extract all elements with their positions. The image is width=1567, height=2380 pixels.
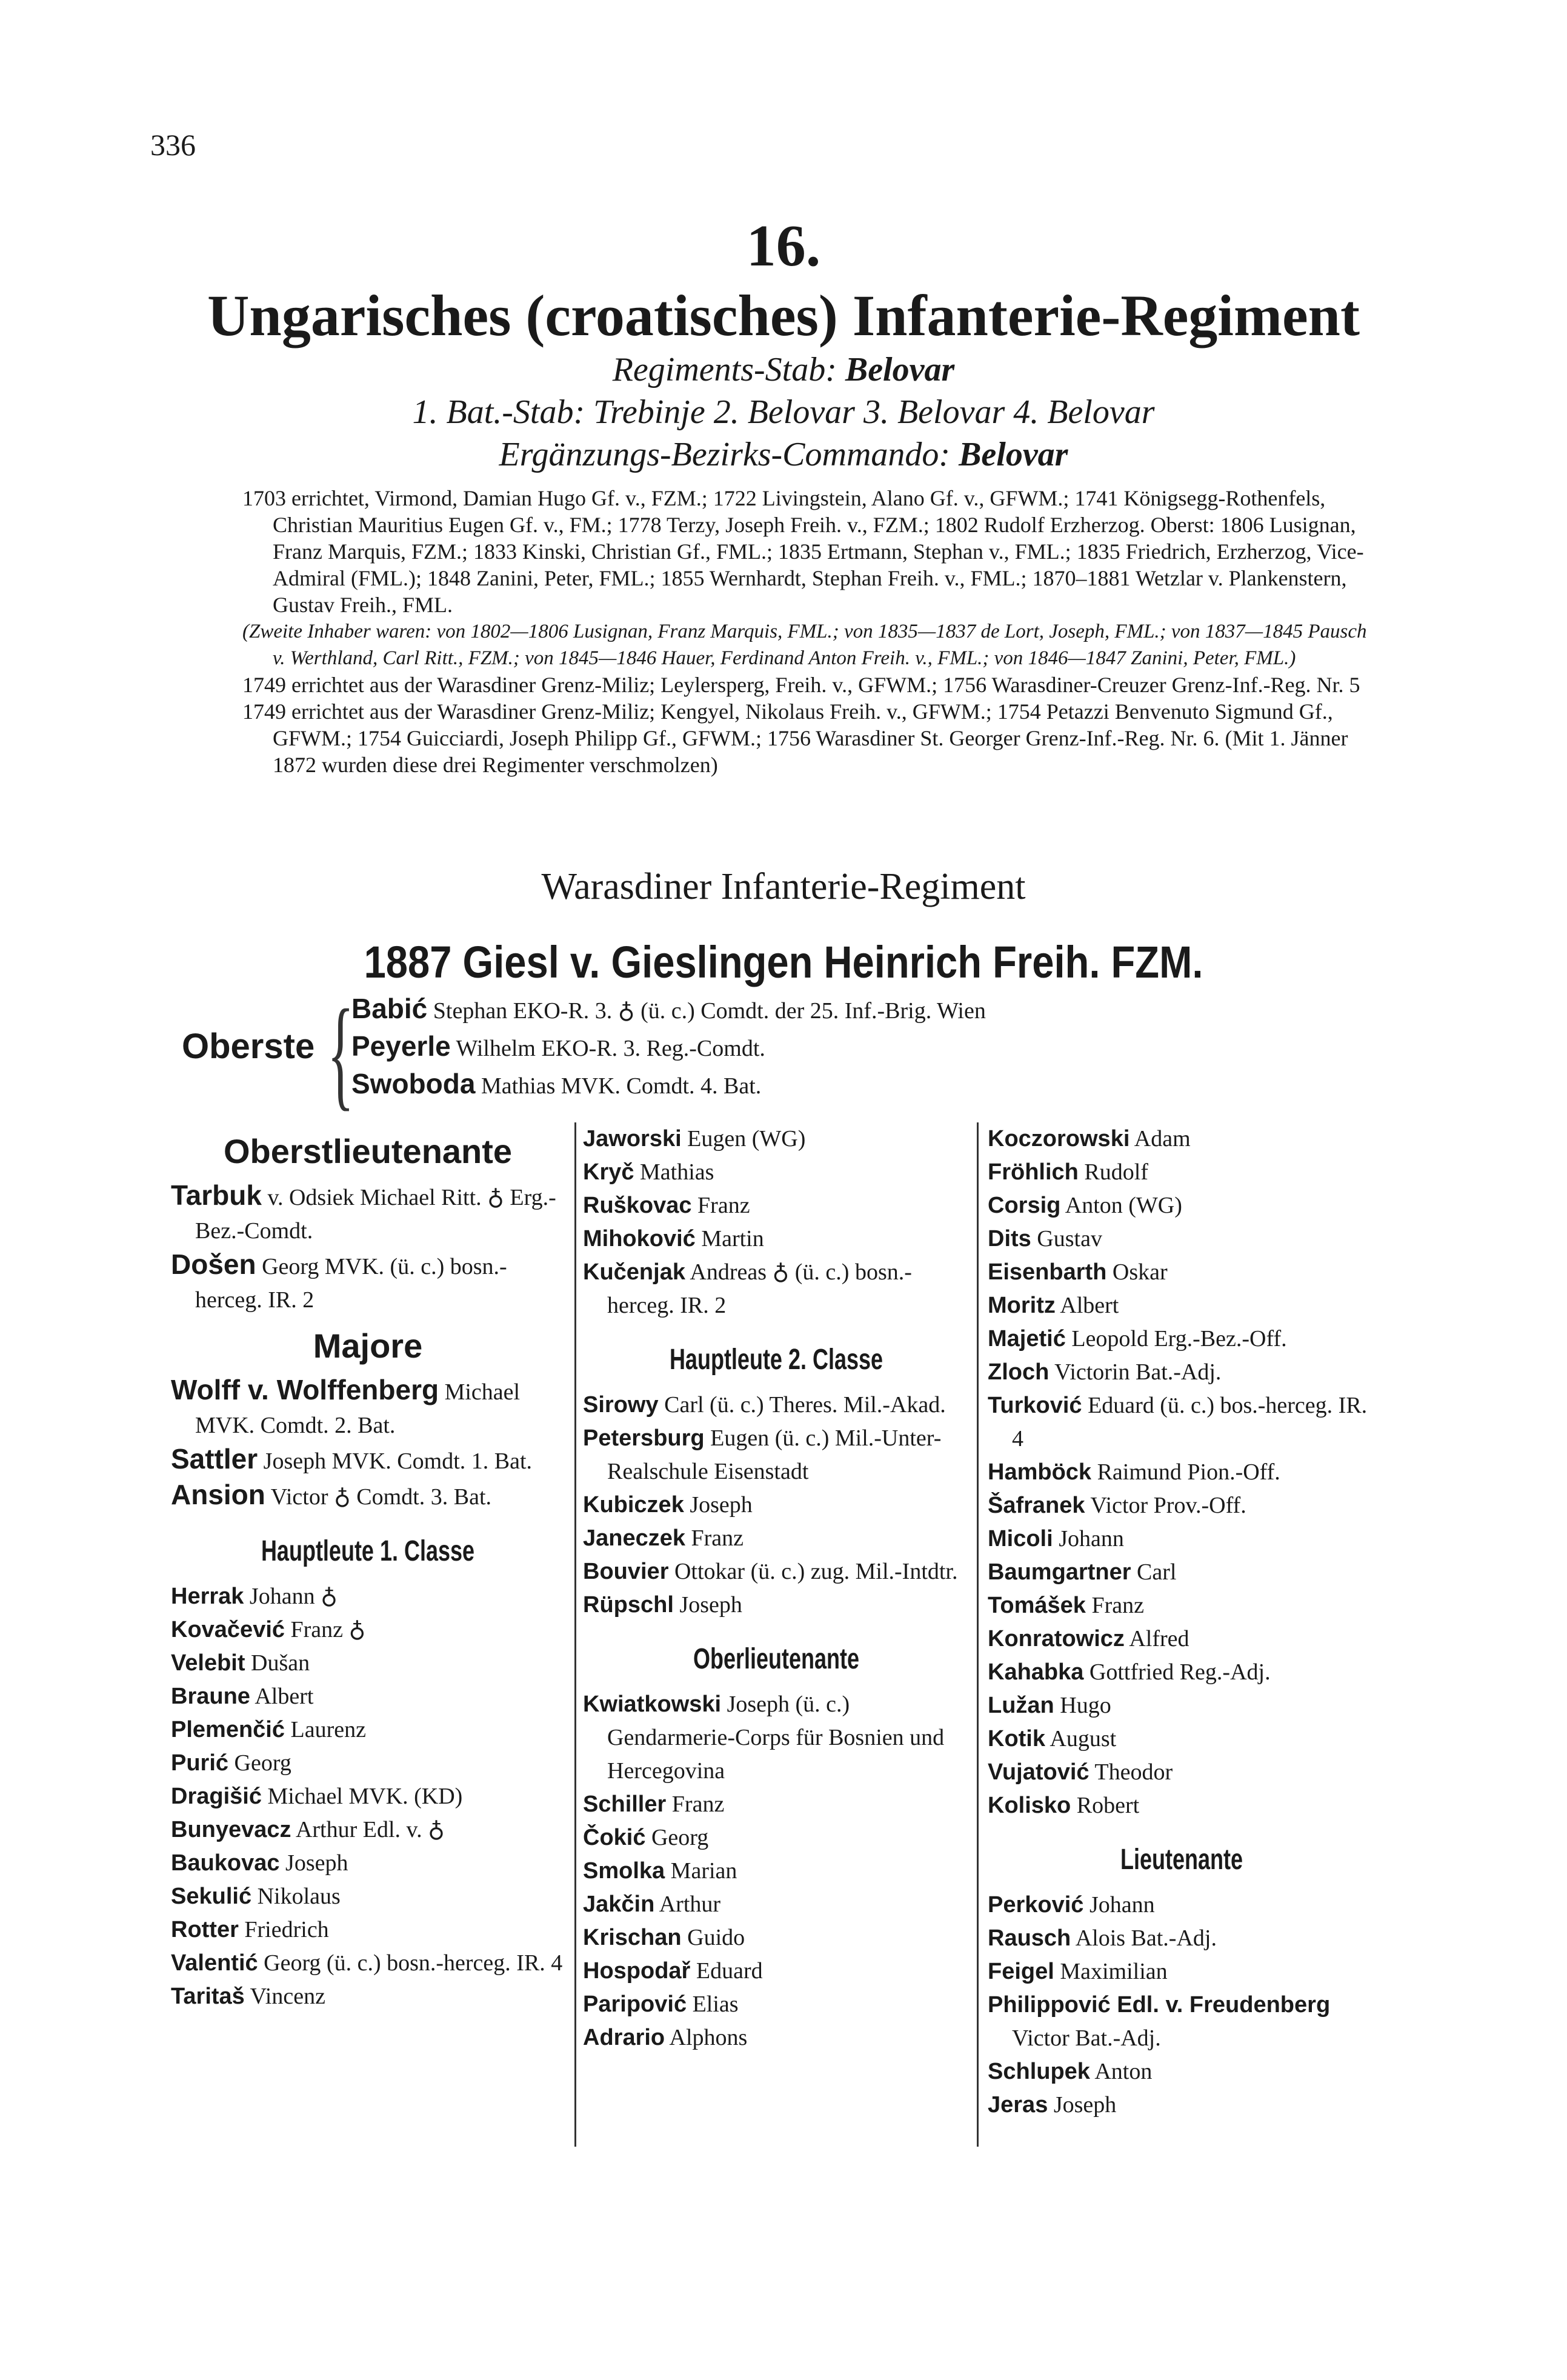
- history-paragraph: (Zweite Inhaber waren: von 1802—1806 Lusignan, Franz Marquis, FML.; von 1835—1837 de Lort, Joseph, FML.; von 1837—1845 Pausch v. Werthland, Carl Ritt., FZM.; von 1845—1846 Hauer, Ferdinand Anton Freih. v., FML.; von 1846—1847 Zanini, Peter, FML.): [242, 621, 1367, 669]
- officer-entry: [988, 1922, 1376, 1955]
- officer-name: Krischan: [583, 1925, 682, 1950]
- officer-entry: [583, 1156, 970, 1189]
- history-paragraph: 1749 errichtet aus der Warasdiner Grenz-Miliz; Leylersperg, Freih. v., GFWM.; 1756 Warasdiner-Creuzer Grenz-Inf.-Reg. Nr. 5: [242, 673, 1360, 697]
- officer-details: Michael MVK. (KD): [267, 1784, 463, 1809]
- officer-entry: [988, 1689, 1376, 1722]
- officer-name: Bunyevacz: [171, 1817, 291, 1842]
- officer-name: Braune: [171, 1684, 250, 1709]
- officer-details: Victor ♁ Comdt. 3. Bat.: [270, 1484, 492, 1510]
- rank-heading: Oberlieutenante: [693, 1643, 860, 1675]
- officer-name: Rüpschl: [583, 1592, 674, 1618]
- officer-name: Peyerle: [351, 1030, 451, 1062]
- officer-name: Dits: [988, 1226, 1031, 1252]
- officer-name: Koczorowski: [988, 1126, 1130, 1152]
- officer-entry: [988, 1789, 1376, 1822]
- officer-details: Maximilian: [1060, 1959, 1168, 1984]
- officer-details: Carl (ü. c.) Theres. Mil.-Akad.: [664, 1392, 946, 1418]
- officer-details: Johann: [1059, 1526, 1124, 1552]
- officer-entry: [171, 1947, 565, 1980]
- officer-name: Rausch: [988, 1925, 1071, 1951]
- officer-entry: [171, 1980, 565, 2013]
- officer-entry: [583, 1189, 970, 1222]
- officer-entry: [988, 1222, 1376, 1256]
- officer-name: Philippović Edl. v. Freudenberg: [988, 1992, 1331, 2018]
- history-paragraph: 1703 errichtet, Virmond, Damian Hugo Gf. v., FZM.; 1722 Livingstein, Alano Gf. v., GFWM.; 1741 Königsegg-Rothenfels, Christian Mauritius Eugen Gf. v., FM.; 1778 Terzy, Joseph Freih. v., FZM.; 1802 Rudolf Erzherzog. Oberst: 1806 Lusignan, Franz Marquis, FZM.; 1833 Kinski, Christian Gf., FML.; 1835 Ertmann, Stephan v., FML.; 1835 Friedrich, Erzherzog, Vice-Admiral (FML.); 1848 Zanini, Peter, FML.; 1855 Wernhardt, Stephan Freih. v., FML.; 1870–1881 Wetzlar v. Plankenstern, Gustav Freih., FML.: [242, 486, 1364, 617]
- officer-entry: [988, 1156, 1376, 1189]
- officer-details: v. Odsiek Michael Ritt. ♁ Erg.-Bez.-Comdt.: [195, 1185, 556, 1244]
- officer-name: Jakčin: [583, 1892, 655, 1917]
- column-divider: [574, 1122, 576, 2147]
- officer-name: Dragišić: [171, 1784, 262, 1809]
- officer-entry: [988, 1589, 1376, 1622]
- officer-details: Carl: [1137, 1559, 1177, 1585]
- officer-details: Nikolaus: [257, 1884, 341, 1909]
- officer-details: Franz: [671, 1792, 725, 1817]
- officer-entry: [171, 1580, 565, 1613]
- officer-details: Guido: [687, 1925, 745, 1950]
- officer-entry: [171, 1478, 565, 1514]
- officer-entry: [988, 1322, 1376, 1356]
- officer-details: Joseph: [679, 1592, 742, 1618]
- officer-details: Ottokar (ü. c.) zug. Mil.-Intdtr.: [674, 1559, 958, 1584]
- officer-name: Jeras: [988, 2092, 1048, 2118]
- officer-entry: [583, 1422, 970, 1488]
- officer-entry: [583, 1788, 970, 1821]
- officer-details: Victor Prov.-Off.: [1090, 1493, 1246, 1518]
- officer-name: Rotter: [171, 1917, 239, 1942]
- officer-name: Velebit: [171, 1650, 245, 1676]
- officer-name: Janeczek: [583, 1525, 686, 1551]
- officer-name: Purić: [171, 1750, 229, 1776]
- officer-entry: [171, 1780, 565, 1813]
- officer-details: Marian: [670, 1858, 737, 1884]
- officer-entry: [171, 1880, 565, 1913]
- officer-name: Valentić: [171, 1950, 258, 1976]
- officer-details: Franz: [691, 1525, 744, 1551]
- officer-name: Eisenbarth: [988, 1259, 1107, 1285]
- officer-entry: [583, 1955, 970, 1988]
- officer-details: Joseph MVK. Comdt. 1. Bat.: [263, 1448, 533, 1474]
- oberste-list: [351, 991, 986, 1104]
- officer-name: Kahabka: [988, 1659, 1084, 1685]
- officer-entry: [171, 1442, 565, 1478]
- officer-details: Albert: [1060, 1293, 1119, 1318]
- officer-name: Plemenčić: [171, 1717, 285, 1742]
- officer-name: Ruškovac: [583, 1193, 692, 1218]
- officer-details: Elias: [692, 1992, 739, 2017]
- officer-entry: [583, 1522, 970, 1555]
- officer-name: Konratowicz: [988, 1626, 1125, 1652]
- officer-details: Mathias: [640, 1159, 714, 1185]
- officer-entry: [988, 1256, 1376, 1289]
- officer-details: Alois Bat.-Adj.: [1075, 1925, 1217, 1951]
- staff-value: Belovar: [845, 351, 955, 388]
- officer-entry: [583, 1688, 970, 1788]
- officer-details: Joseph: [690, 1492, 753, 1518]
- officer-name: Hamböck: [988, 1459, 1092, 1485]
- officer-details: Arthur Edl. v. ♁: [295, 1817, 445, 1842]
- officer-details: Rudolf: [1084, 1159, 1148, 1185]
- officer-details: Dušan: [251, 1650, 310, 1676]
- officer-entry: [583, 1988, 970, 2021]
- officer-entry: [171, 1913, 565, 1947]
- officer-entry: [988, 1556, 1376, 1589]
- officer-name: Kubiczek: [583, 1492, 684, 1518]
- officer-entry: [988, 2088, 1376, 2122]
- officer-name: Sekulić: [171, 1884, 252, 1909]
- officer-entry: [988, 1656, 1376, 1689]
- rank-heading: Hauptleute 1. Classe: [261, 1535, 475, 1567]
- officer-entry: [583, 1888, 970, 1921]
- officer-entry: [988, 1955, 1376, 1988]
- officer-details: Raimund Pion.-Off.: [1097, 1459, 1280, 1485]
- officer-details: Franz: [697, 1193, 750, 1218]
- officer-entry: [988, 1122, 1376, 1156]
- officer-entry: [351, 1066, 986, 1104]
- officer-details: Andreas ♁ (ü. c.) bosn.-herceg. IR. 2: [607, 1259, 912, 1318]
- officer-entry: [988, 1356, 1376, 1389]
- officer-details: Georg MVK. (ü. c.) bosn.-herceg. IR. 2: [195, 1254, 507, 1313]
- officer-entry: [988, 1389, 1376, 1456]
- officer-entry: [988, 1988, 1376, 2055]
- officer-entry: [583, 2021, 970, 2055]
- officer-details: Oskar: [1112, 1259, 1168, 1285]
- officer-entry: [171, 1680, 565, 1713]
- officer-name: Tomášek: [988, 1593, 1086, 1618]
- officer-details: Georg: [651, 1825, 709, 1850]
- rank-heading: Lieutenante: [1120, 1844, 1243, 1876]
- officer-details: Friedrich: [244, 1917, 329, 1942]
- officer-name: Kryč: [583, 1159, 634, 1185]
- officer-entry: [583, 1222, 970, 1256]
- officer-details: Gottfried Reg.-Adj.: [1089, 1659, 1271, 1685]
- column-2: [583, 1122, 970, 2055]
- district-value: Belovar: [959, 436, 1068, 473]
- history-block: [242, 485, 1382, 778]
- rank-heading: Majore: [313, 1327, 423, 1365]
- officer-name: Kwiatkowski: [583, 1692, 722, 1717]
- officer-details: Anton: [1094, 2059, 1153, 2084]
- officer-details: Eduard (ü. c.) bos.-herceg. IR. 4: [1012, 1393, 1368, 1452]
- officer-name: Lužan: [988, 1693, 1054, 1718]
- officer-name: Babić: [351, 993, 428, 1024]
- officer-name: Sirowy: [583, 1392, 659, 1418]
- officer-entry: [988, 1189, 1376, 1222]
- officer-entry: [583, 1388, 970, 1422]
- officer-name: Schlupek: [988, 2059, 1090, 2084]
- officer-name: Majetić: [988, 1326, 1066, 1352]
- oberste-label: Oberste: [182, 1027, 315, 1066]
- officer-name: Feigel: [988, 1959, 1054, 1984]
- officer-entry: [171, 1373, 565, 1442]
- regiment-number: 16.: [746, 213, 821, 279]
- officer-details: Arthur: [659, 1892, 721, 1917]
- officer-name: Tarbuk: [171, 1179, 262, 1211]
- column-1: [171, 1122, 565, 2013]
- officer-details: Johann ♁: [249, 1584, 338, 1609]
- officer-entry: [988, 1456, 1376, 1489]
- officer-details: Eduard: [696, 1958, 763, 1984]
- officer-name: Herrak: [171, 1584, 244, 1609]
- history-paragraph: 1749 errichtet aus der Warasdiner Grenz-Miliz; Kengyel, Nikolaus Freih. v., GFWM.; 1754 Petazzi Benvenuto Sigmund Gf., GFWM.; 1754 Guicciardi, Joseph Philipp Gf., GFWM.; 1756 Warasdiner St. Georger Grenz-Inf.-Reg. Nr. 6. (Mit 1. Jänner 1872 wurden diese drei Regimenter verschmolzen): [242, 699, 1348, 777]
- officer-details: Eugen (ü. c.) Mil.-Unter-Realschule Eisenstadt: [607, 1425, 942, 1484]
- officer-details: Joseph: [285, 1850, 348, 1876]
- district-line: [0, 435, 1567, 474]
- officer-entry: [351, 991, 986, 1028]
- officer-name: Paripović: [583, 1992, 687, 2017]
- column-3: [988, 1122, 1376, 2122]
- page-number: 336: [150, 128, 196, 162]
- officer-name: Šafranek: [988, 1493, 1085, 1518]
- officer-details: Michael MVK. Comdt. 2. Bat.: [195, 1379, 521, 1438]
- officer-entry: [351, 1028, 986, 1066]
- officer-entry: [583, 1588, 970, 1622]
- officer-name: Kučenjak: [583, 1259, 685, 1285]
- officer-details: Anton (WG): [1065, 1193, 1182, 1218]
- officer-details: Gustav: [1037, 1226, 1102, 1252]
- officer-name: Zloch: [988, 1359, 1050, 1385]
- officer-entry: [988, 1888, 1376, 1922]
- officer-name: Sattler: [171, 1443, 258, 1475]
- rank-heading: Oberstlieutenante: [223, 1132, 513, 1170]
- subtitle: Warasdiner Infanterie-Regiment: [541, 866, 1026, 907]
- officer-details: Vincenz: [250, 1984, 325, 2009]
- officer-details: Laurenz: [290, 1717, 366, 1742]
- officer-entry: [988, 1289, 1376, 1322]
- officer-details: Alfred: [1129, 1626, 1189, 1652]
- officer-details: Victorin Bat.-Adj.: [1054, 1359, 1222, 1385]
- staff-label: Regiments-Stab:: [612, 351, 837, 388]
- officer-name: Kolisko: [988, 1793, 1071, 1818]
- officer-details: Adam: [1134, 1126, 1191, 1152]
- officer-details: Mathias MVK. Comdt. 4. Bat.: [481, 1073, 762, 1099]
- officer-details: Leopold Erg.-Bez.-Off.: [1071, 1326, 1287, 1352]
- officer-name: Smolka: [583, 1858, 665, 1884]
- officer-details: Johann: [1089, 1892, 1155, 1918]
- inhaber-line: 1887 Giesl v. Gieslingen Heinrich Freih. FZM.: [364, 937, 1203, 987]
- officer-name: Bouvier: [583, 1559, 669, 1584]
- officer-name: Baumgartner: [988, 1559, 1131, 1585]
- officer-details: Georg (ü. c.) bosn.-herceg. IR. 4: [264, 1950, 563, 1976]
- officer-name: Moritz: [988, 1293, 1056, 1318]
- regiment-title: Ungarisches (croatisches) Infanterie-Regiment: [207, 283, 1360, 348]
- officer-details: Joseph (ü. c.) Gendarmerie-Corps für Bosnien und Hercegovina: [607, 1692, 945, 1784]
- officer-details: Wilhelm EKO-R. 3. Reg.-Comdt.: [456, 1036, 765, 1061]
- officer-name: Wolff v. Wolffenberg: [171, 1374, 439, 1405]
- officer-name: Perković: [988, 1892, 1084, 1918]
- officer-name: Taritaš: [171, 1984, 245, 2009]
- officer-entry: [171, 1613, 565, 1647]
- officer-details: Albert: [255, 1684, 314, 1709]
- officer-entry: [583, 1921, 970, 1955]
- officer-entry: [988, 1489, 1376, 1522]
- officer-name: Ansion: [171, 1479, 265, 1510]
- brace-decoration: {: [327, 984, 354, 1122]
- officer-name: Fröhlich: [988, 1159, 1079, 1185]
- officer-entry: [171, 1713, 565, 1747]
- officer-entry: [988, 1756, 1376, 1789]
- officer-entry: [988, 2055, 1376, 2088]
- officer-details: Joseph: [1053, 2092, 1117, 2118]
- officer-details: Martin: [701, 1226, 764, 1252]
- officer-details: Victor Bat.-Adj.: [1012, 2025, 1161, 2051]
- officer-entry: [171, 1747, 565, 1780]
- officer-name: Mihoković: [583, 1226, 696, 1252]
- officer-details: Franz ♁: [290, 1617, 366, 1642]
- officer-details: Robert: [1076, 1793, 1140, 1818]
- officer-entry: [988, 1522, 1376, 1556]
- officer-entry: [988, 1722, 1376, 1756]
- officer-entry: [583, 1122, 970, 1156]
- regiment-staff-line: [0, 350, 1567, 389]
- officer-name: Turković: [988, 1393, 1082, 1418]
- officer-details: Georg: [234, 1750, 291, 1776]
- officer-name: Baukovac: [171, 1850, 280, 1876]
- officer-name: Jaworski: [583, 1126, 682, 1152]
- officer-name: Adrario: [583, 2025, 665, 2050]
- officer-name: Petersburg: [583, 1425, 705, 1451]
- officer-entry: [583, 1256, 970, 1322]
- officer-details: Franz: [1091, 1593, 1144, 1618]
- officer-name: Kovačević: [171, 1617, 285, 1642]
- officer-entry: [583, 1488, 970, 1522]
- officer-entry: [583, 1855, 970, 1888]
- officer-entry: [171, 1179, 565, 1248]
- officer-name: Schiller: [583, 1792, 667, 1817]
- officer-name: Čokić: [583, 1825, 646, 1850]
- officer-name: Swoboda: [351, 1068, 476, 1099]
- officer-entry: [171, 1647, 565, 1680]
- officer-name: Vujatović: [988, 1759, 1090, 1785]
- officer-entry: [583, 1821, 970, 1855]
- officer-entry: [988, 1622, 1376, 1656]
- officer-details: Alphons: [669, 2025, 748, 2050]
- officer-details: Theodor: [1094, 1759, 1173, 1785]
- column-divider: [977, 1122, 979, 2147]
- officer-name: Hospodař: [583, 1958, 691, 1984]
- officer-name: Kotik: [988, 1726, 1045, 1752]
- officer-details: Eugen (WG): [687, 1126, 806, 1152]
- officer-entry: [171, 1248, 565, 1317]
- battalions-line: 1. Bat.-Stab: Trebinje 2. Belovar 3. Belovar 4. Belovar: [412, 393, 1155, 431]
- officer-details: Hugo: [1060, 1693, 1111, 1718]
- officer-entry: [583, 1555, 970, 1588]
- officer-details: Stephan EKO-R. 3. ♁ (ü. c.) Comdt. der 25. Inf.-Brig. Wien: [433, 998, 986, 1024]
- officer-details: August: [1050, 1726, 1117, 1752]
- rank-heading: Hauptleute 2. Classe: [669, 1344, 883, 1376]
- officer-name: Micoli: [988, 1526, 1053, 1552]
- officer-name: Corsig: [988, 1193, 1061, 1218]
- officer-entry: [171, 1813, 565, 1847]
- district-label: Ergänzungs-Bezirks-Commando:: [499, 436, 951, 473]
- officer-entry: [171, 1847, 565, 1880]
- officer-name: Došen: [171, 1248, 256, 1280]
